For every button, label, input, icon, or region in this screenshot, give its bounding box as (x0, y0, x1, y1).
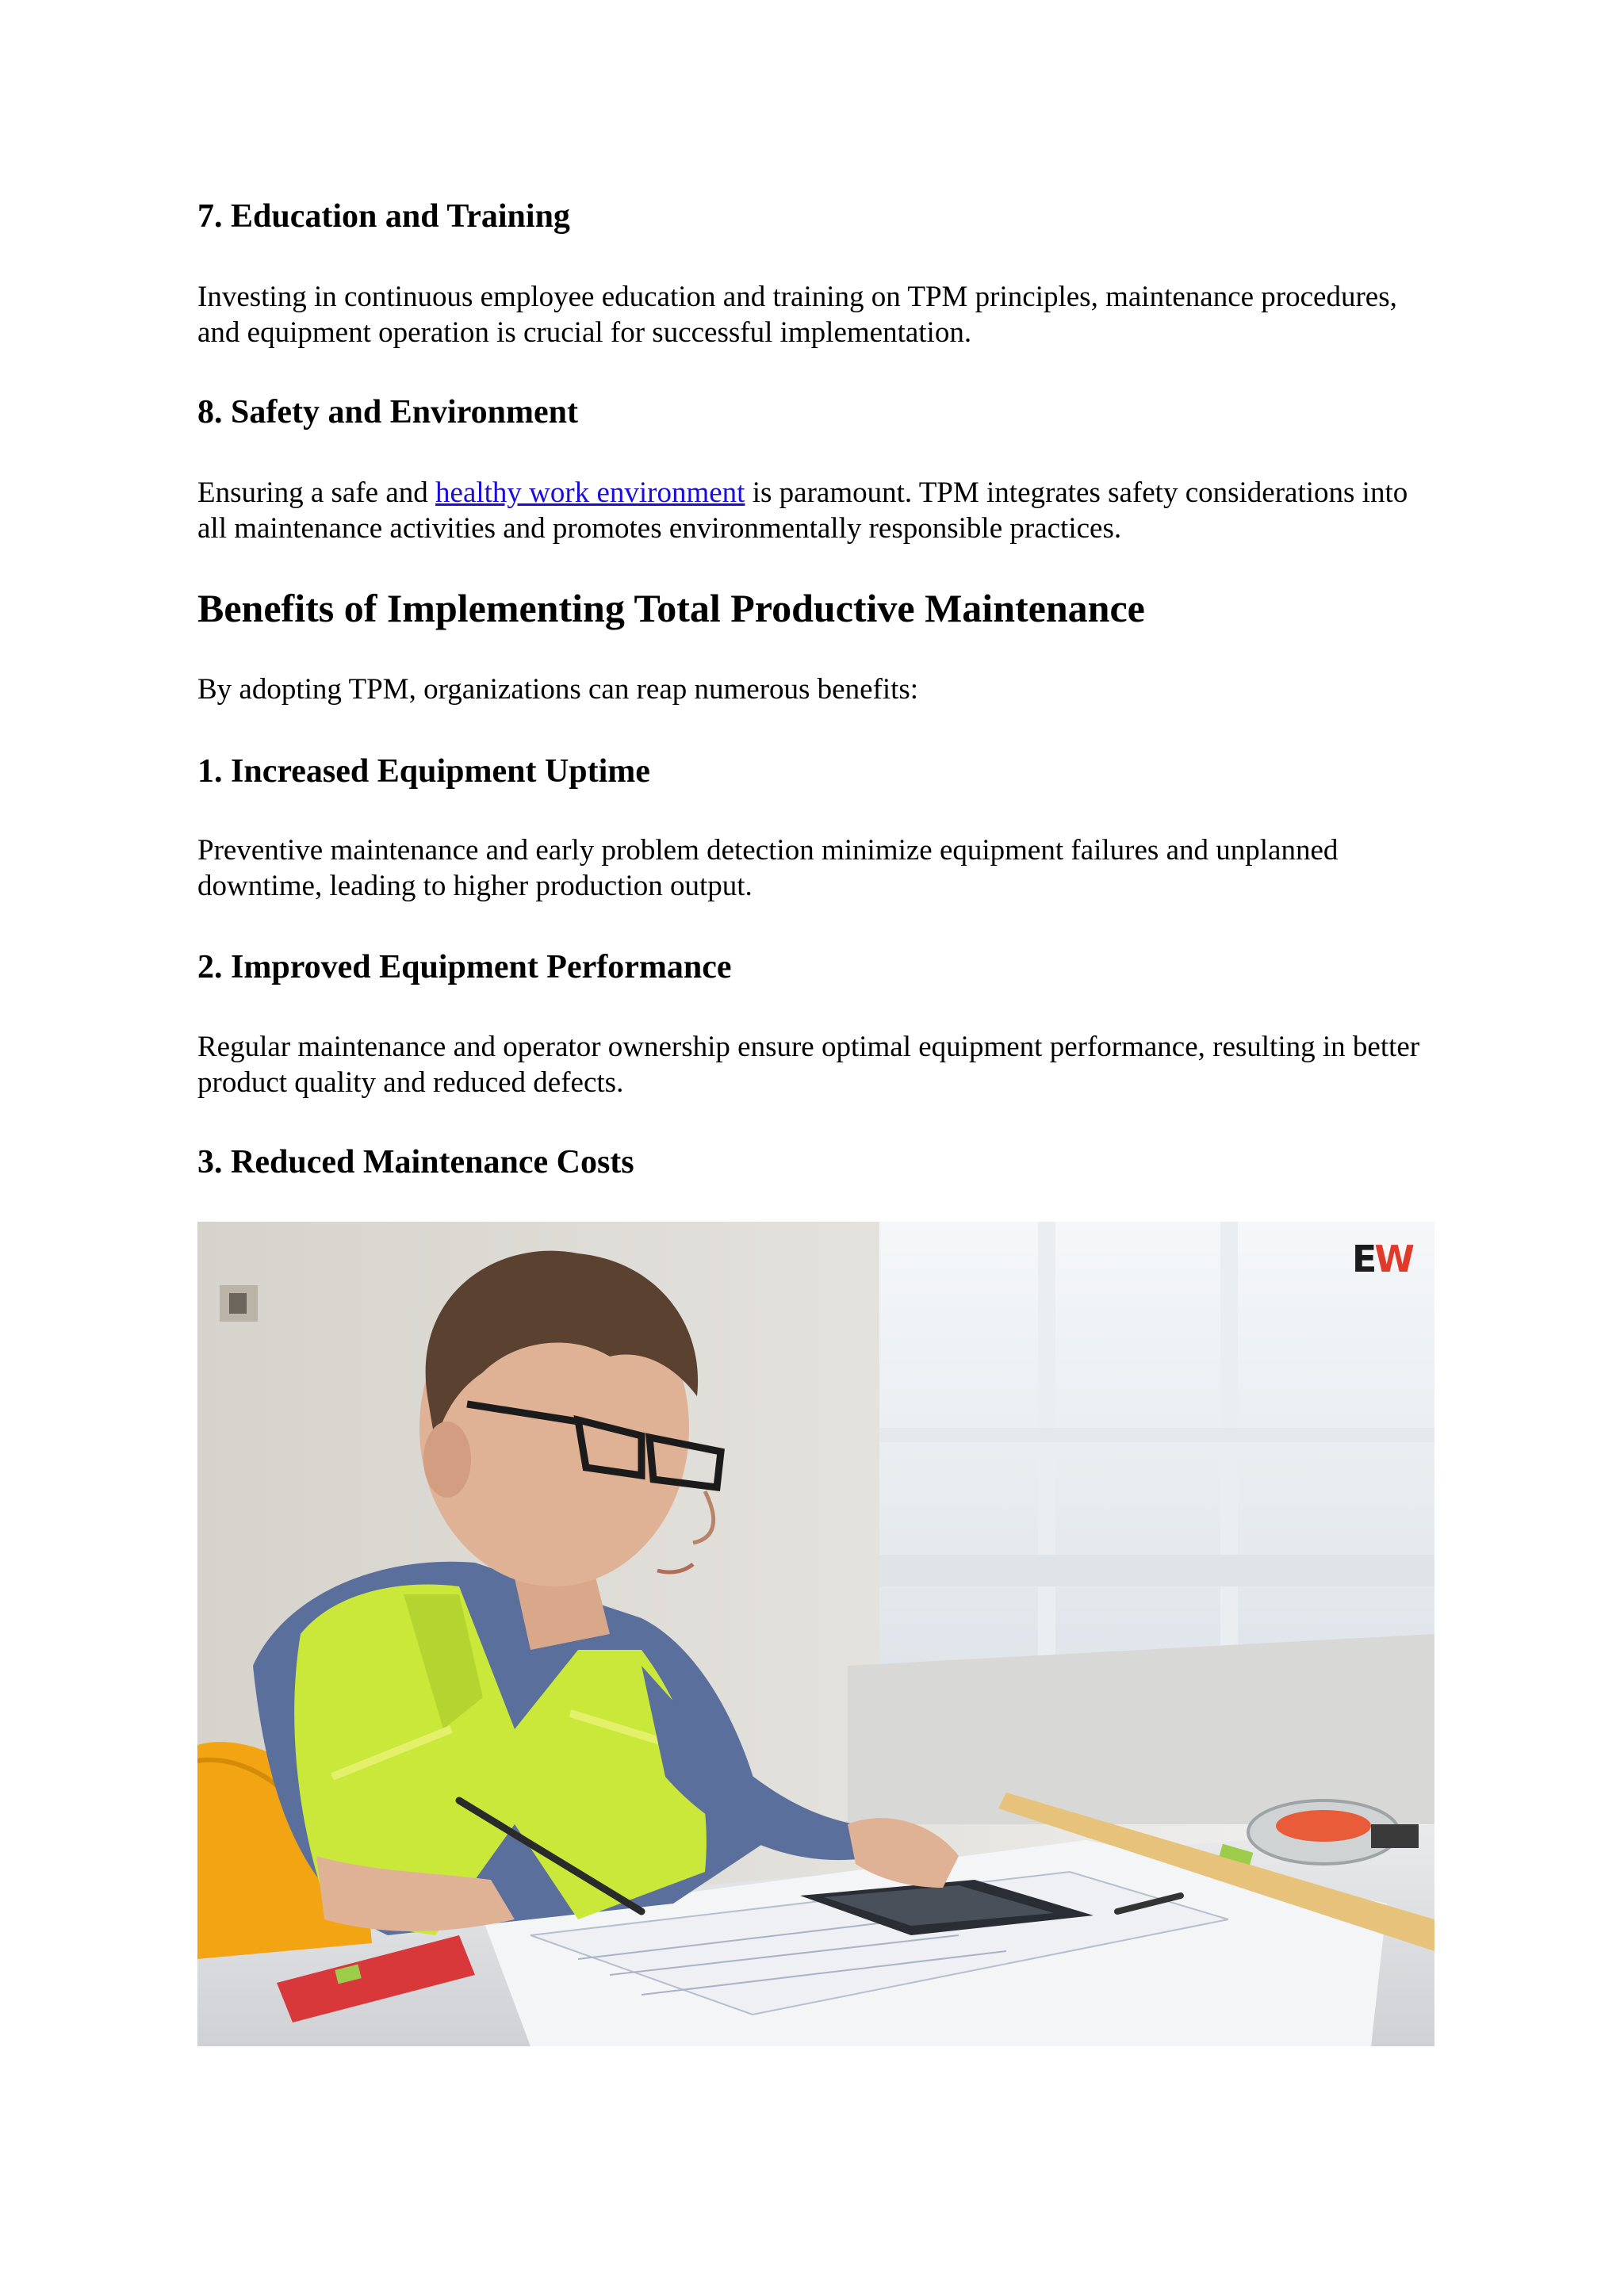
paragraph-safety-environment (197, 475, 1434, 546)
heading-benefits: Benefits of Implementing Total Productive Maintenance (197, 586, 1145, 630)
brand-logo (1351, 1238, 1412, 1280)
engineer-photo (197, 1222, 1434, 2046)
safety-text-before-link: Ensuring a safe and (197, 476, 436, 509)
paragraph-education-training: Investing in continuous employee education and training on TPM principles, maintenance procedures, and equipment operation is crucial for successful implementation. (197, 281, 1397, 349)
engineer-illustration (197, 1222, 1434, 2046)
heading-increased-uptime: 1. Increased Equipment Uptime (197, 753, 650, 790)
paragraph-increased-uptime: Preventive maintenance and early problem detection minimize equipment failures and unplanned downtime, leading to higher production output. (197, 834, 1339, 902)
healthy-work-environment-link[interactable]: healthy work environment (435, 476, 745, 509)
paragraph-benefits-intro: By adopting TPM, organizations can reap numerous benefits: (197, 673, 919, 706)
heading-reduced-costs: 3. Reduced Maintenance Costs (197, 1144, 634, 1181)
safety-text-after-link: is paramount. TPM integrates safety considerations into all maintenance activities and promotes environmentally responsible practices. (197, 476, 1408, 545)
heading-safety-environment: 8. Safety and Environment (197, 394, 578, 430)
brand-logo-letter-e: E (1351, 1238, 1375, 1280)
heading-education-training: 7. Education and Training (197, 198, 570, 235)
heading-improved-performance: 2. Improved Equipment Performance (197, 949, 732, 985)
brand-logo-letter-w: W (1374, 1238, 1412, 1280)
paragraph-improved-performance: Regular maintenance and operator ownership ensure optimal equipment performance, resulting in better product quality and reduced defects. (197, 1031, 1420, 1099)
